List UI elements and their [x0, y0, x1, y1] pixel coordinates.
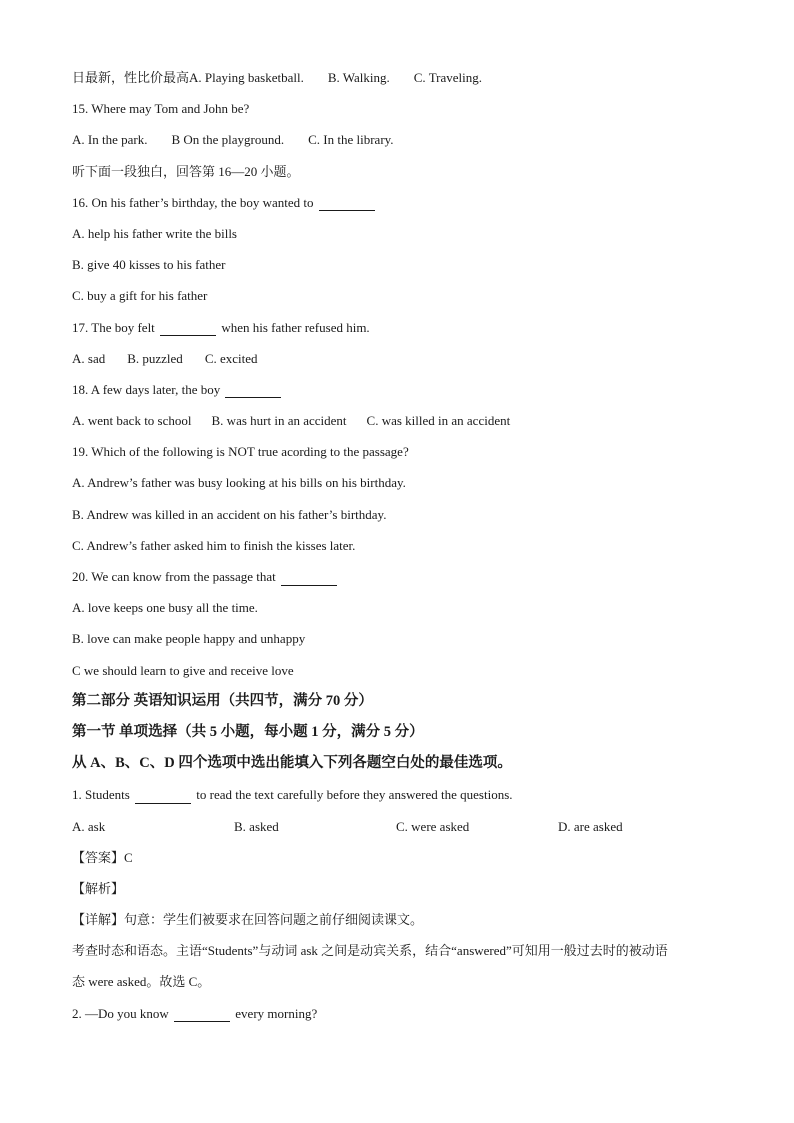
q17-option-c: C. excited: [204, 350, 258, 366]
q17-text-post: when his father refused him.: [221, 319, 370, 335]
detail-text: 句意：学生们被要求在回答问题之前仔细阅读课文。: [124, 912, 424, 928]
answer-blank: [225, 383, 281, 398]
q18-text: 18. A few days later, the boy: [72, 381, 221, 397]
q19-option-b: B. Andrew was killed in an accident on his father’s birthday.: [72, 506, 387, 522]
analysis-tag: 【解析】: [72, 880, 125, 896]
mc1-text-pre: 1. Students: [72, 787, 130, 803]
mc2-text-pre: 2. —Do you know: [72, 1005, 169, 1021]
q16-option-a: A. help his father write the bills: [72, 225, 237, 241]
explanation-line-2: 态 were asked。故选 C。: [72, 974, 211, 990]
q17-option-a: A. sad: [72, 350, 106, 366]
q20-option-c: C we should learn to give and receive love: [72, 662, 294, 678]
explanation-line-1: 考查时态和语态。主语“Students”与动词 ask 之间是动宾关系，结合“answered”可知用一般过去时的被动语: [72, 943, 668, 959]
detail-line: [72, 904, 732, 935]
q14-options-line: [72, 62, 732, 93]
q18-question: [72, 374, 732, 405]
q16-question: [72, 187, 732, 218]
part2-heading: 第二部分 英语知识运用（共四节，满分 70 分）: [72, 692, 373, 709]
q17-question: [72, 312, 732, 343]
q14-option-a: A. Playing basketball.: [189, 70, 304, 85]
q16-text: 16. On his father’s birthday, the boy wanted to: [72, 194, 314, 210]
q18-option-c: C. was killed in an accident: [366, 413, 511, 429]
q20-question: [72, 561, 732, 592]
section1-directions: 从 A、B、C、D 四个选项中选出能填入下列各题空白处的最佳选项。: [72, 755, 512, 772]
q14-option-c: C. Traveling.: [413, 70, 483, 85]
line-prefix-text: 日最新，性比价最高: [72, 70, 190, 85]
q17-options: [72, 343, 732, 374]
q20-option-b: B. love can make people happy and unhappy: [72, 631, 306, 647]
mc1-question: [72, 779, 732, 810]
q15-question: 15. Where may Tom and John be?: [72, 101, 250, 117]
mc1-text-post: to read the text carefully before they answered the questions.: [196, 787, 513, 803]
q19-option-a: A. Andrew’s father was busy looking at his bills on his birthday.: [72, 475, 406, 491]
detail-tag: 【详解】: [72, 912, 125, 928]
q18-option-a: A. went back to school: [72, 413, 192, 429]
answer-blank: [160, 321, 216, 336]
q15-option-b: B On the playground.: [171, 132, 285, 148]
q20-option-a: A. love keeps one busy all the time.: [72, 600, 258, 616]
answer-blank: [135, 789, 191, 804]
q15-option-a: A. In the park.: [72, 132, 148, 148]
answer-line: [72, 842, 732, 873]
exam-page: [72, 62, 732, 1029]
mc1-option-b: B. asked: [234, 818, 279, 834]
q14-option-b: B. Walking.: [327, 70, 390, 85]
q20-text: 20. We can know from the passage that: [72, 569, 276, 584]
answer-blank: [281, 571, 337, 586]
q18-options: [72, 405, 732, 436]
q16-option-c: C. buy a gift for his father: [72, 288, 208, 304]
q18-option-b: B. was hurt in an accident: [211, 413, 347, 429]
q17-option-b: B. puzzled: [127, 350, 183, 366]
mc2-text-post: every morning?: [235, 1005, 318, 1021]
q15-option-c: C. In the library.: [308, 132, 394, 148]
q16-option-b: B. give 40 kisses to his father: [72, 257, 226, 273]
mc1-option-a: A. ask: [72, 818, 106, 834]
mc2-question: [72, 998, 732, 1029]
answer-blank: [174, 1007, 230, 1022]
mc1-option-c: C. were asked: [396, 818, 470, 834]
q19-option-c: C. Andrew’s father asked him to finish the kisses later.: [72, 537, 356, 553]
section1-heading: 第一节 单项选择（共 5 小题，每小题 1 分，满分 5 分）: [72, 723, 424, 740]
mc1-option-d: D. are asked: [558, 818, 623, 834]
q19-question: 19. Which of the following is NOT true acording to the passage?: [72, 444, 409, 460]
q17-text-pre: 17. The boy felt: [72, 319, 155, 335]
mc1-options: [72, 811, 732, 842]
answer-tag: 【答案】: [72, 849, 125, 865]
listening-instruction: 听下面一段独白，回答第 16—20 小题。: [72, 163, 300, 179]
answer-value: C: [124, 849, 133, 865]
answer-blank: [319, 196, 375, 211]
q15-options: [72, 124, 732, 155]
